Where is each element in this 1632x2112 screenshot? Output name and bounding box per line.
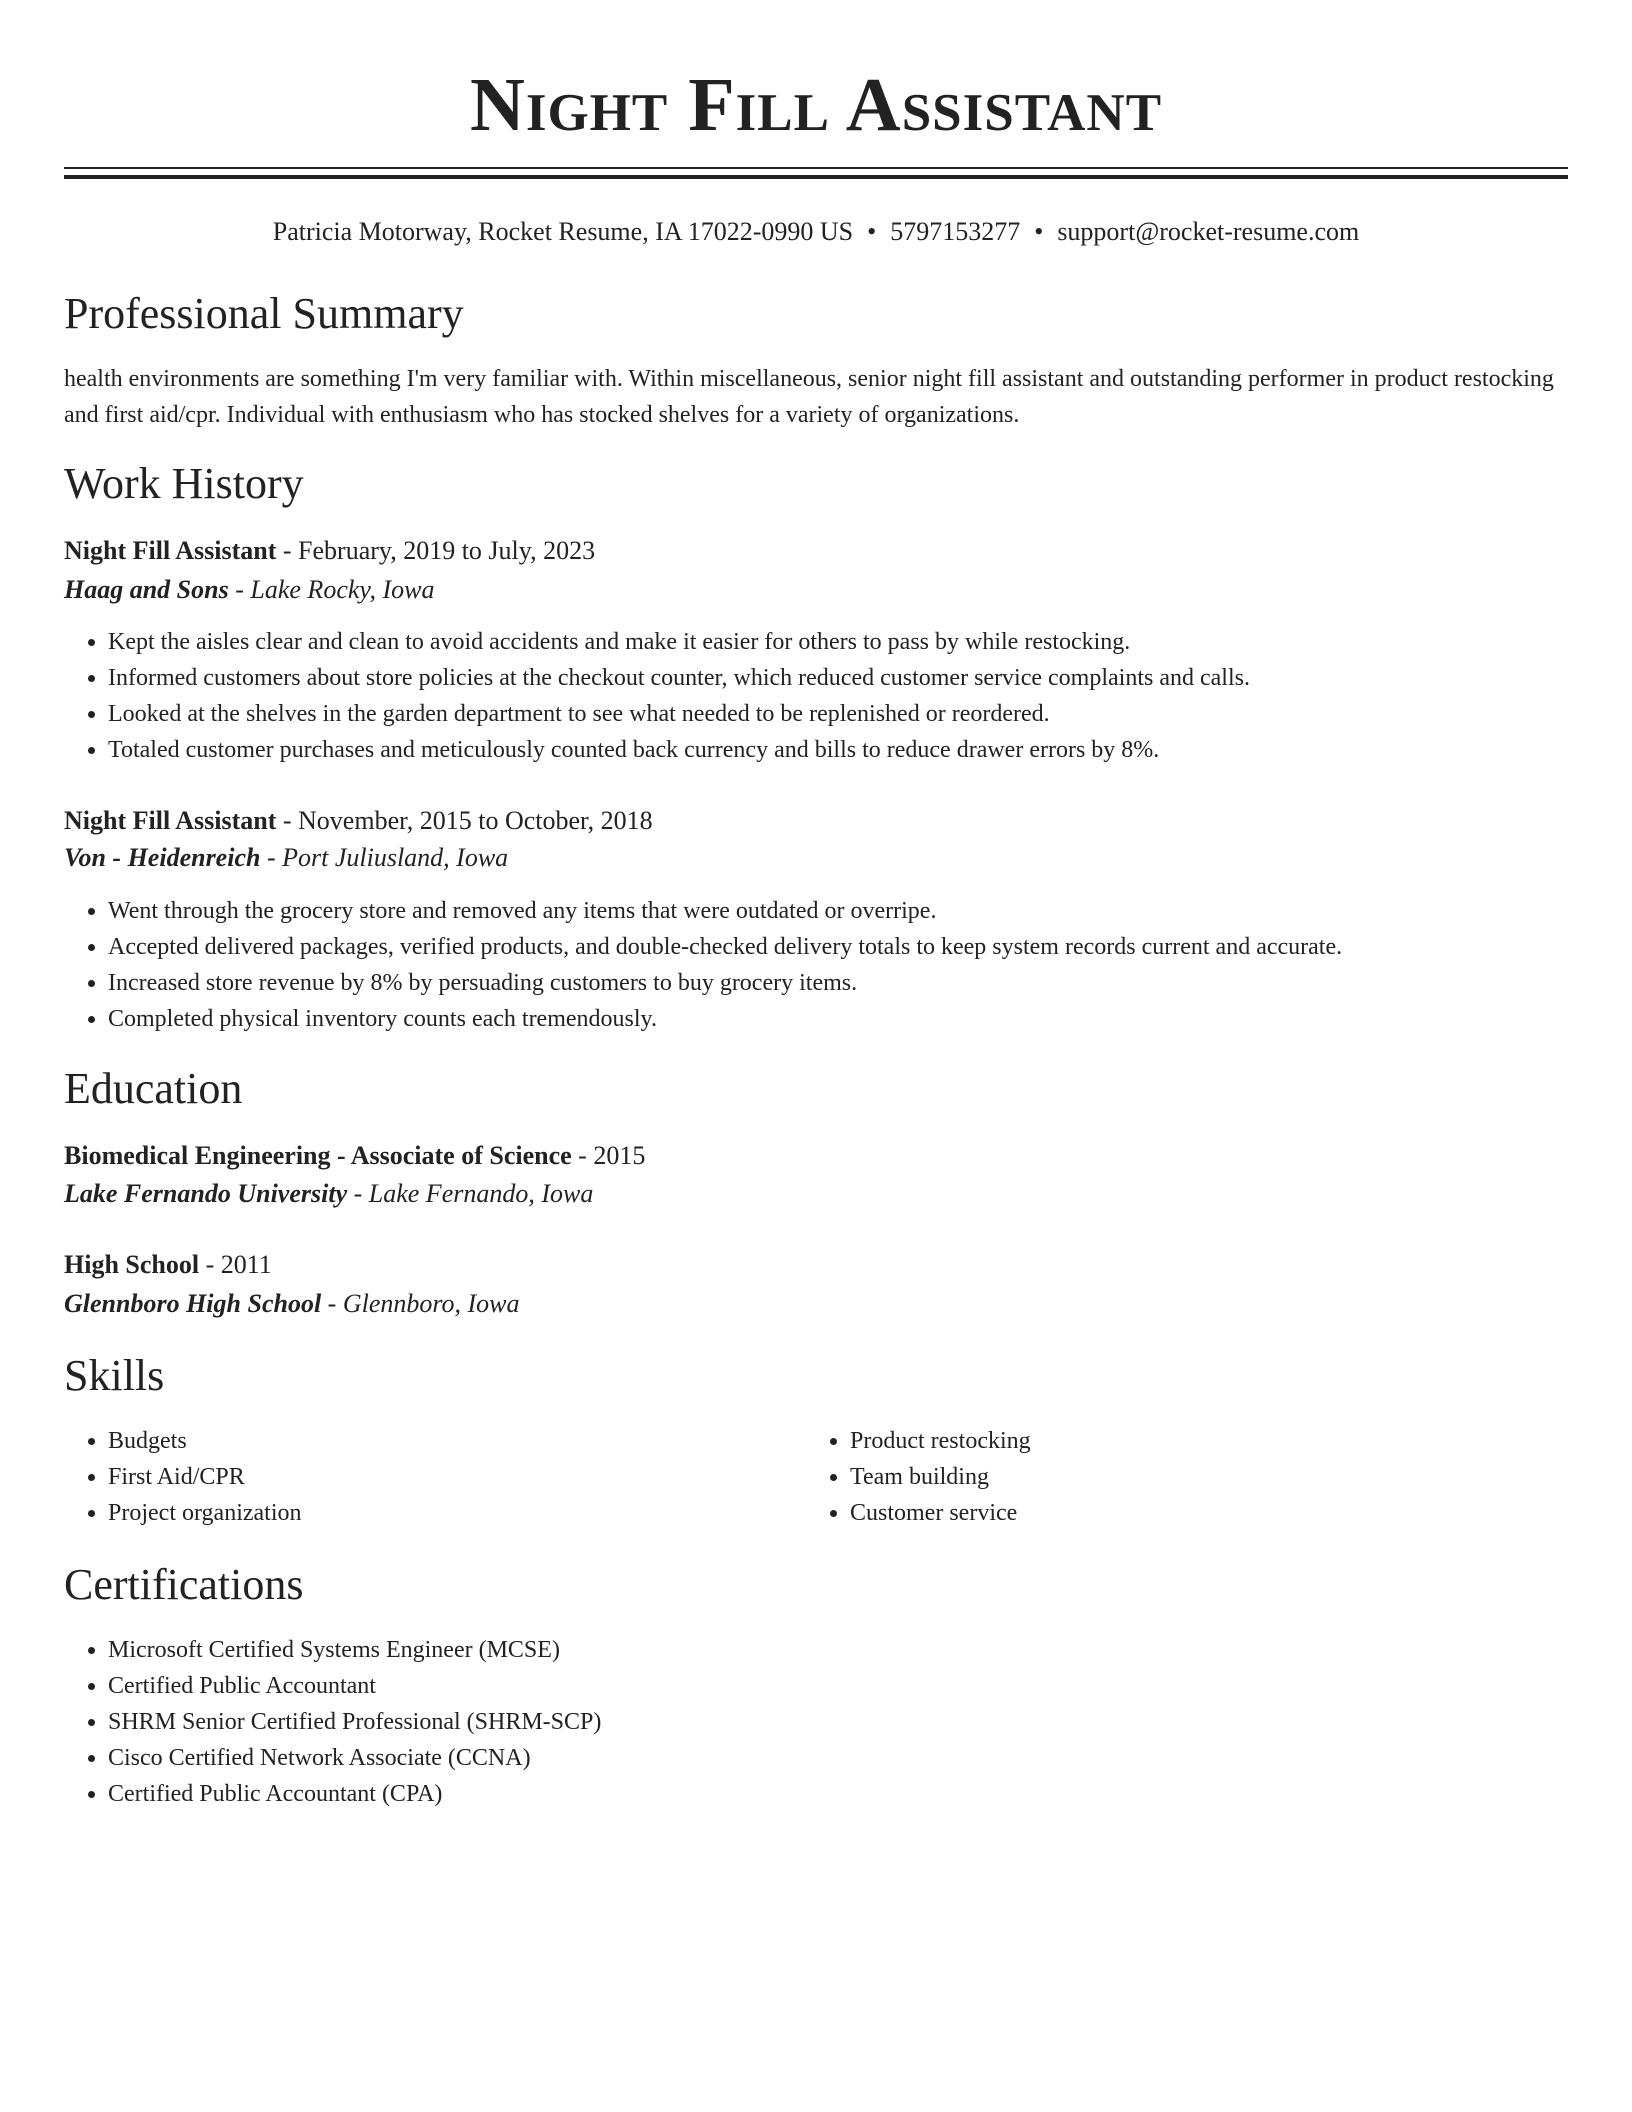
certification-item: • Certified Public Accountant (CPA) xyxy=(108,1776,601,1812)
list-item: • Accepted delivered packages, verified products, and double-checked delivery totals to keep system records current and accurate. xyxy=(108,929,1342,965)
list-item: • Completed physical inventory counts each tremendously. xyxy=(108,1001,1342,1037)
job-location: - Port Juliusland, Iowa xyxy=(260,843,509,872)
certifications-heading: Certifications xyxy=(64,1560,304,1609)
job-company: Haag and Sons xyxy=(64,575,229,604)
skill-item: • Budgets xyxy=(108,1423,808,1459)
certification-item: • Certified Public Accountant xyxy=(108,1668,601,1704)
education-heading: Education xyxy=(64,1064,243,1113)
education-year: - 2015 xyxy=(571,1141,646,1170)
list-item: • Increased store revenue by 8% by persuading customers to buy grocery items. xyxy=(108,965,1342,1001)
education-year: - 2011 xyxy=(199,1250,272,1279)
certification-item: • Microsoft Certified Systems Engineer (MCSE) xyxy=(108,1632,601,1668)
job-role: Night Fill Assistant xyxy=(64,536,277,565)
education-location: - Glennboro, Iowa xyxy=(321,1289,520,1318)
education-degree-line xyxy=(64,1245,272,1285)
skills-list-left xyxy=(64,1423,808,1531)
education-degree: High School xyxy=(64,1250,200,1279)
education-school: Glennboro High School xyxy=(64,1289,322,1318)
contact-phone: 5797153277 xyxy=(890,217,1021,246)
job-dates: - February, 2019 to July, 2023 xyxy=(276,536,596,565)
summary-text: health environments are something I'm very familiar with. Within miscellaneous, senior night fill assistant and outstanding performer in product restocking and first aid/cpr. Individual with enthusiasm who has stocked shelves for a variety of organizations. xyxy=(64,366,1554,428)
skill-item: • Product restocking xyxy=(850,1423,1550,1459)
education-school: Lake Fernando University xyxy=(64,1179,348,1208)
header-rule-thick xyxy=(64,175,1568,179)
certification-item: • SHRM Senior Certified Professional (SHRM-SCP) xyxy=(108,1704,601,1740)
skills-list-right xyxy=(806,1423,1550,1531)
job-company-line xyxy=(64,570,435,610)
job-title-line xyxy=(64,531,595,571)
education-location: - Lake Fernando, Iowa xyxy=(347,1179,594,1208)
work-history-heading: Work History xyxy=(64,459,304,508)
job-company: Von - Heidenreich xyxy=(64,843,261,872)
resume-page xyxy=(64,0,1568,1807)
list-item: • Went through the grocery store and removed any items that were outdated or overripe. xyxy=(108,893,1342,929)
contact-address: Patricia Motorway, Rocket Resume, IA 17022-0990 US xyxy=(272,217,854,246)
education-degree-line xyxy=(64,1136,645,1176)
list-item: • Looked at the shelves in the garden department to see what needed to be replenished or reordered. xyxy=(108,696,1250,732)
certifications-list xyxy=(64,1632,601,1812)
skill-item: • Project organization xyxy=(108,1495,808,1531)
education-school-line xyxy=(64,1174,593,1214)
summary-heading: Professional Summary xyxy=(64,289,464,338)
list-item: • Totaled customer purchases and meticulously counted back currency and bills to reduce drawer errors by 8%. xyxy=(108,732,1250,768)
skill-item: • Customer service xyxy=(850,1495,1550,1531)
contact-line xyxy=(64,214,1568,250)
certification-item: • Cisco Certified Network Associate (CCNA) xyxy=(108,1740,601,1776)
education-degree: Biomedical Engineering - Associate of Science xyxy=(64,1141,572,1170)
skill-item: • First Aid/CPR xyxy=(108,1459,808,1495)
list-item: • Informed customers about store policies at the checkout counter, which reduced customer service complaints and calls. xyxy=(108,660,1250,696)
job-company-line xyxy=(64,838,508,878)
job-dates: - November, 2015 to October, 2018 xyxy=(276,806,653,835)
list-item: • Kept the aisles clear and clean to avoid accidents and make it easier for others to pass by while restocking. xyxy=(108,624,1250,660)
education-school-line xyxy=(64,1284,520,1324)
job-bullets xyxy=(64,624,1250,768)
skills-heading: Skills xyxy=(64,1351,165,1400)
job-title-line xyxy=(64,801,653,841)
contact-separator: • xyxy=(867,217,877,246)
job-location: - Lake Rocky, Iowa xyxy=(228,575,435,604)
job-role: Night Fill Assistant xyxy=(64,806,277,835)
header-rule-thin xyxy=(64,167,1568,169)
skill-item: • Team building xyxy=(850,1459,1550,1495)
contact-email: support@rocket-resume.com xyxy=(1057,217,1360,246)
resume-name: Night Fill Assistant xyxy=(469,63,1163,147)
contact-separator: • xyxy=(1034,217,1044,246)
job-bullets xyxy=(64,893,1342,1037)
